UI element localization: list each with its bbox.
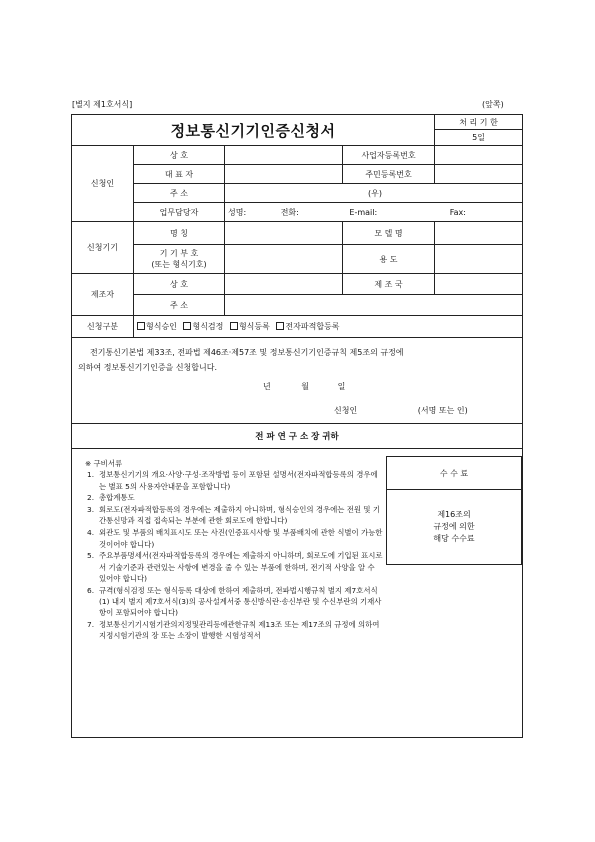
- device-code-label-line2: (또는 형식기호): [151, 260, 207, 269]
- usage-label: 용 도: [343, 245, 435, 274]
- app-type-label: 신청구분: [72, 316, 134, 338]
- document-item-text: 외관도 및 부품의 배치표시도 또는 사진(인증표시사항 및 부품배치에 관한 식별이 가능한 것이어야 합니다): [99, 528, 383, 549]
- document-item-number: 2.: [87, 493, 95, 503]
- fee-label: 수 수 료: [386, 456, 522, 490]
- usage-field[interactable]: [435, 245, 523, 274]
- type-registration-checkbox[interactable]: [230, 322, 238, 330]
- document-item-text: 회로도(전자파적합등록의 경우에는 제출하지 아니하며, 형식승인의 경우에는 전원 및 기간통신망과 직접 접속되는 부분에 관한 회로도에 한합니다): [99, 505, 381, 526]
- type-registration-option: 형식등록: [238, 322, 270, 331]
- model-name-field[interactable]: [435, 222, 523, 245]
- maker-country-label: 제 조 국: [343, 274, 435, 295]
- model-name-label: 모 델 명: [343, 222, 435, 245]
- maker-address-label: 주 소: [134, 295, 225, 316]
- device-section-label: 신청기기: [72, 222, 134, 274]
- maker-trade-name-field[interactable]: [225, 274, 343, 295]
- form-title: 정보통신기기인증신청서: [72, 115, 435, 146]
- representative-field[interactable]: [225, 165, 343, 184]
- contact-name-label: 성명:: [228, 207, 247, 217]
- fee-line-3: 해당 수수료: [433, 534, 475, 543]
- addressee-line: 전 파 연 구 소 장 귀하: [72, 424, 523, 449]
- fee-line-1: 제16조의: [437, 510, 471, 519]
- document-item-text: 정보통신기기의 개요·사양·구성·조작방법 등이 포함된 설명서(전자파적합등록의 경우에는 별표 5의 사용자안내문을 포함합니다): [99, 470, 378, 491]
- signature-field[interactable]: (서명 또는 인): [417, 406, 468, 415]
- device-code-label-line1: 기 기 부 호: [159, 249, 199, 258]
- document-item: [73, 504, 383, 527]
- contact-person-field[interactable]: [225, 203, 523, 222]
- statement-block: [72, 338, 523, 424]
- document-item: [73, 550, 383, 584]
- document-item-text: 정보통신기기시험기관의지정및관리등에관한규칙 제13조 또는 제17조의 규정에 의하여 지정시험기관의 장 또는 소장이 발행한 시험성적서: [99, 620, 380, 641]
- applicant-address-label: 주 소: [134, 184, 225, 203]
- emc-registration-checkbox[interactable]: [276, 322, 284, 330]
- device-name-label: 명 칭: [134, 222, 225, 245]
- applicant-trade-name-field[interactable]: [225, 146, 343, 165]
- fee-line-2: 규정에 의한: [433, 522, 475, 531]
- type-approval-option: 형식승인: [146, 322, 177, 331]
- representative-label: 대 표 자: [134, 165, 225, 184]
- device-name-field[interactable]: [225, 222, 343, 245]
- app-type-options: [134, 316, 523, 338]
- document-item-number: 4.: [87, 528, 95, 538]
- contact-phone-label: 전화:: [280, 207, 299, 217]
- document-item-text: 규격(형식검정 또는 형식등록 대상에 한하여 제출하며, 전파법시행규칙 별지 제7호서식(1) 내지 별지 제7호서식(3)의 공사설계서중 통신방식란·송신부란 및 수신부란의 기재사항이 포함되어야 합니다): [99, 585, 382, 618]
- page-side-label: (앞쪽): [482, 100, 504, 109]
- document-item: [73, 619, 383, 642]
- maker-address-field[interactable]: [225, 295, 523, 316]
- document-item: [73, 469, 383, 492]
- maker-country-field[interactable]: [435, 274, 523, 295]
- document-item-number: 1.: [87, 470, 95, 480]
- date-month-label: 월: [301, 382, 310, 391]
- device-code-field[interactable]: [225, 245, 343, 274]
- document-item-number: 7.: [87, 620, 95, 630]
- required-documents: [73, 458, 383, 642]
- document-item-number: 3.: [87, 505, 95, 515]
- resident-no-label: 주민등록번호: [343, 165, 435, 184]
- contact-fax-label: Fax:: [449, 207, 466, 217]
- type-approval-checkbox[interactable]: [137, 322, 145, 330]
- required-documents-heading: ※ 구비서류: [85, 459, 123, 468]
- statement-line-2: 의하여 정보통신기기인증을 신청합니다.: [78, 363, 218, 372]
- date-year-label: 년: [263, 382, 271, 391]
- type-inspection-checkbox[interactable]: [183, 322, 191, 330]
- document-item: [73, 527, 383, 550]
- form-number: [별지 제1호서식]: [72, 100, 133, 109]
- document-item-number: 6.: [87, 585, 95, 595]
- maker-section-label: 제조자: [72, 274, 134, 316]
- applicant-section-label: 신청인: [72, 146, 134, 222]
- document-item: [73, 585, 383, 619]
- document-item-number: 5.: [87, 551, 95, 561]
- fee-description: [386, 489, 522, 565]
- emc-registration-option: 전자파적합등록: [285, 322, 340, 331]
- type-inspection-option: 형식검정: [192, 322, 224, 331]
- processing-period-label: 처 리 기 한: [435, 115, 522, 130]
- contact-person-label: 업무담당자: [134, 203, 225, 222]
- application-form-table: [71, 114, 523, 738]
- document-item-text: 주요부품명세서(전자파적합등록의 경우에는 제출하지 아니하며, 회로도에 기입된 표시로서 기술기준과 관련있는 사항에 변경을 줄 수 있는 부품에 한하며, 전기적 사양을 알 수 있어야 합니다): [99, 551, 383, 583]
- maker-trade-name-label: 상 호: [134, 274, 225, 295]
- resident-no-field[interactable]: [435, 165, 523, 184]
- processing-period-value: 5일: [472, 133, 485, 142]
- biz-reg-no-label: 사업자등록번호: [343, 146, 435, 165]
- document-item: [73, 492, 383, 503]
- applicant-address-field[interactable]: [225, 184, 523, 203]
- postal-code-label: (우): [368, 188, 382, 198]
- date-day-label: 일: [337, 382, 346, 391]
- applicant-trade-name-label: 상 호: [134, 146, 225, 165]
- contact-email-label: E-mail:: [349, 207, 378, 217]
- statement-line-1: 전기통신기본법 제33조, 전파법 제46조·제57조 및 정보통신기기인증규칙 제5조의 규정에: [90, 348, 404, 357]
- biz-reg-no-field[interactable]: [435, 146, 523, 165]
- document-item-text: 총합계통도: [99, 493, 135, 503]
- applicant-sign-label: 신청인: [334, 406, 358, 415]
- device-code-label: [134, 245, 225, 274]
